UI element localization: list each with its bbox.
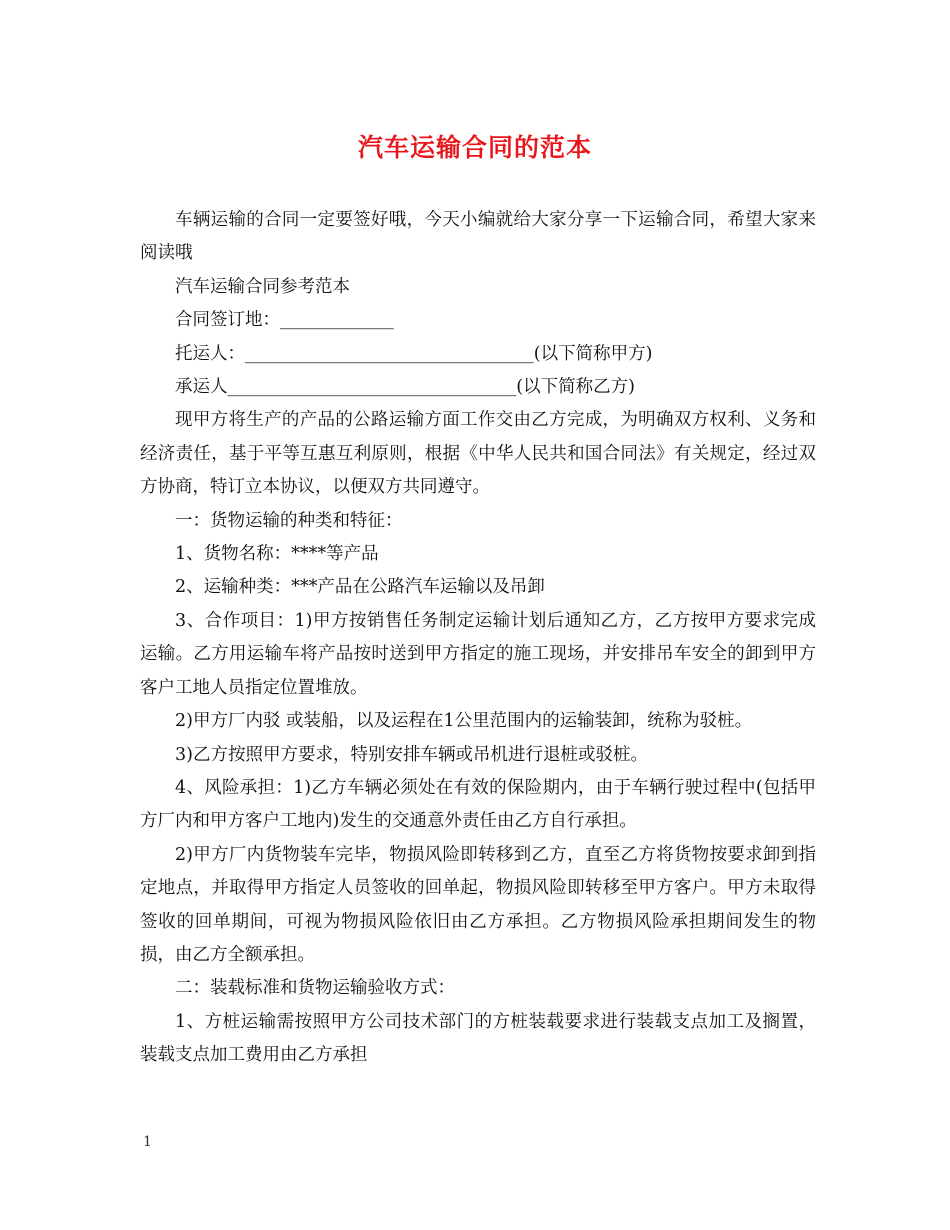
paragraph-risk-transfer: 2)甲方厂内货物装车完毕，物损风险即转移到乙方，直至乙方将货物按要求卸到指定地点，并取得甲方指定人员签收的回单起，物损风险即转移至甲方客户。甲方未取得签收的回单期间，可视为物损风险依旧由乙方承担。乙方物损风险承担期间发生的物损，由乙方全额承担。 — [140, 844, 816, 965]
paragraph-subtitle: 汽车运输合同参考范本 — [175, 276, 350, 297]
paragraph-risk-bearing: 4、风险承担：1)乙方车辆必须处在有效的保险期内，由于车辆行驶过程中(包括甲方厂内和甲方客户工地内)发生的交通意外责任由乙方自行承担。 — [140, 777, 816, 832]
paragraph-section-one-heading: 一：货物运输的种类和特征： — [175, 510, 403, 531]
paragraph-intro: 车辆运输的合同一定要签好哦，今天小编就给大家分享一下运输合同，希望大家来阅读哦 — [140, 210, 816, 264]
paragraph-preamble: 现甲方将生产的产品的公路运输方面工作交由乙方完成，为明确双方权利、义务和经济责任，基于平等互惠互利原则，根据《中华人民共和国合同法》有关规定，经过双方协商，特订立本协议，以便双方共同遵守。 — [140, 410, 816, 498]
paragraph-signing-place: 合同签订地：_____________ — [175, 310, 394, 331]
paragraph-carrier: 承运人_________________________________(以下简称乙方) — [175, 377, 635, 398]
paragraph-return-piles: 3)乙方按照甲方要求，特别安排车辆或吊机进行退桩或驳桩。 — [175, 744, 648, 765]
page-number: 1 — [143, 1134, 152, 1150]
paragraph-section-two-heading: 二：装载标准和货物运输验收方式： — [175, 978, 455, 999]
document-body — [140, 204, 816, 1073]
paragraph-consignor: 托运人：_________________________________(以下简称甲方) — [175, 343, 653, 364]
paragraph-goods-name: 1、货物名称：****等产品 — [175, 544, 379, 565]
document-title: 汽车运输合同的范本 — [357, 133, 592, 162]
paragraph-cooperation-item: 3、合作项目：1)甲方按销售任务制定运输计划后通知乙方，乙方按甲方要求完成运输。乙方用运输车将产品按时送到甲方指定的施工现场，并安排吊车安全的卸到甲方客户工地人员指定位置堆放。 — [140, 610, 816, 698]
paragraph-transfer-piles: 2)甲方厂内驳 或装船，以及运程在1公里范围内的运输装卸，统称为驳桩。 — [175, 711, 753, 732]
paragraph-loading-standard: 1、方桩运输需按照甲方公司技术部门的方桩装载要求进行装载支点加工及搁置，装载支点加工费用由乙方承担 — [140, 1011, 816, 1066]
paragraph-transport-type: 2、运输种类：***产品在公路汽车运输以及吊卸 — [175, 577, 545, 598]
